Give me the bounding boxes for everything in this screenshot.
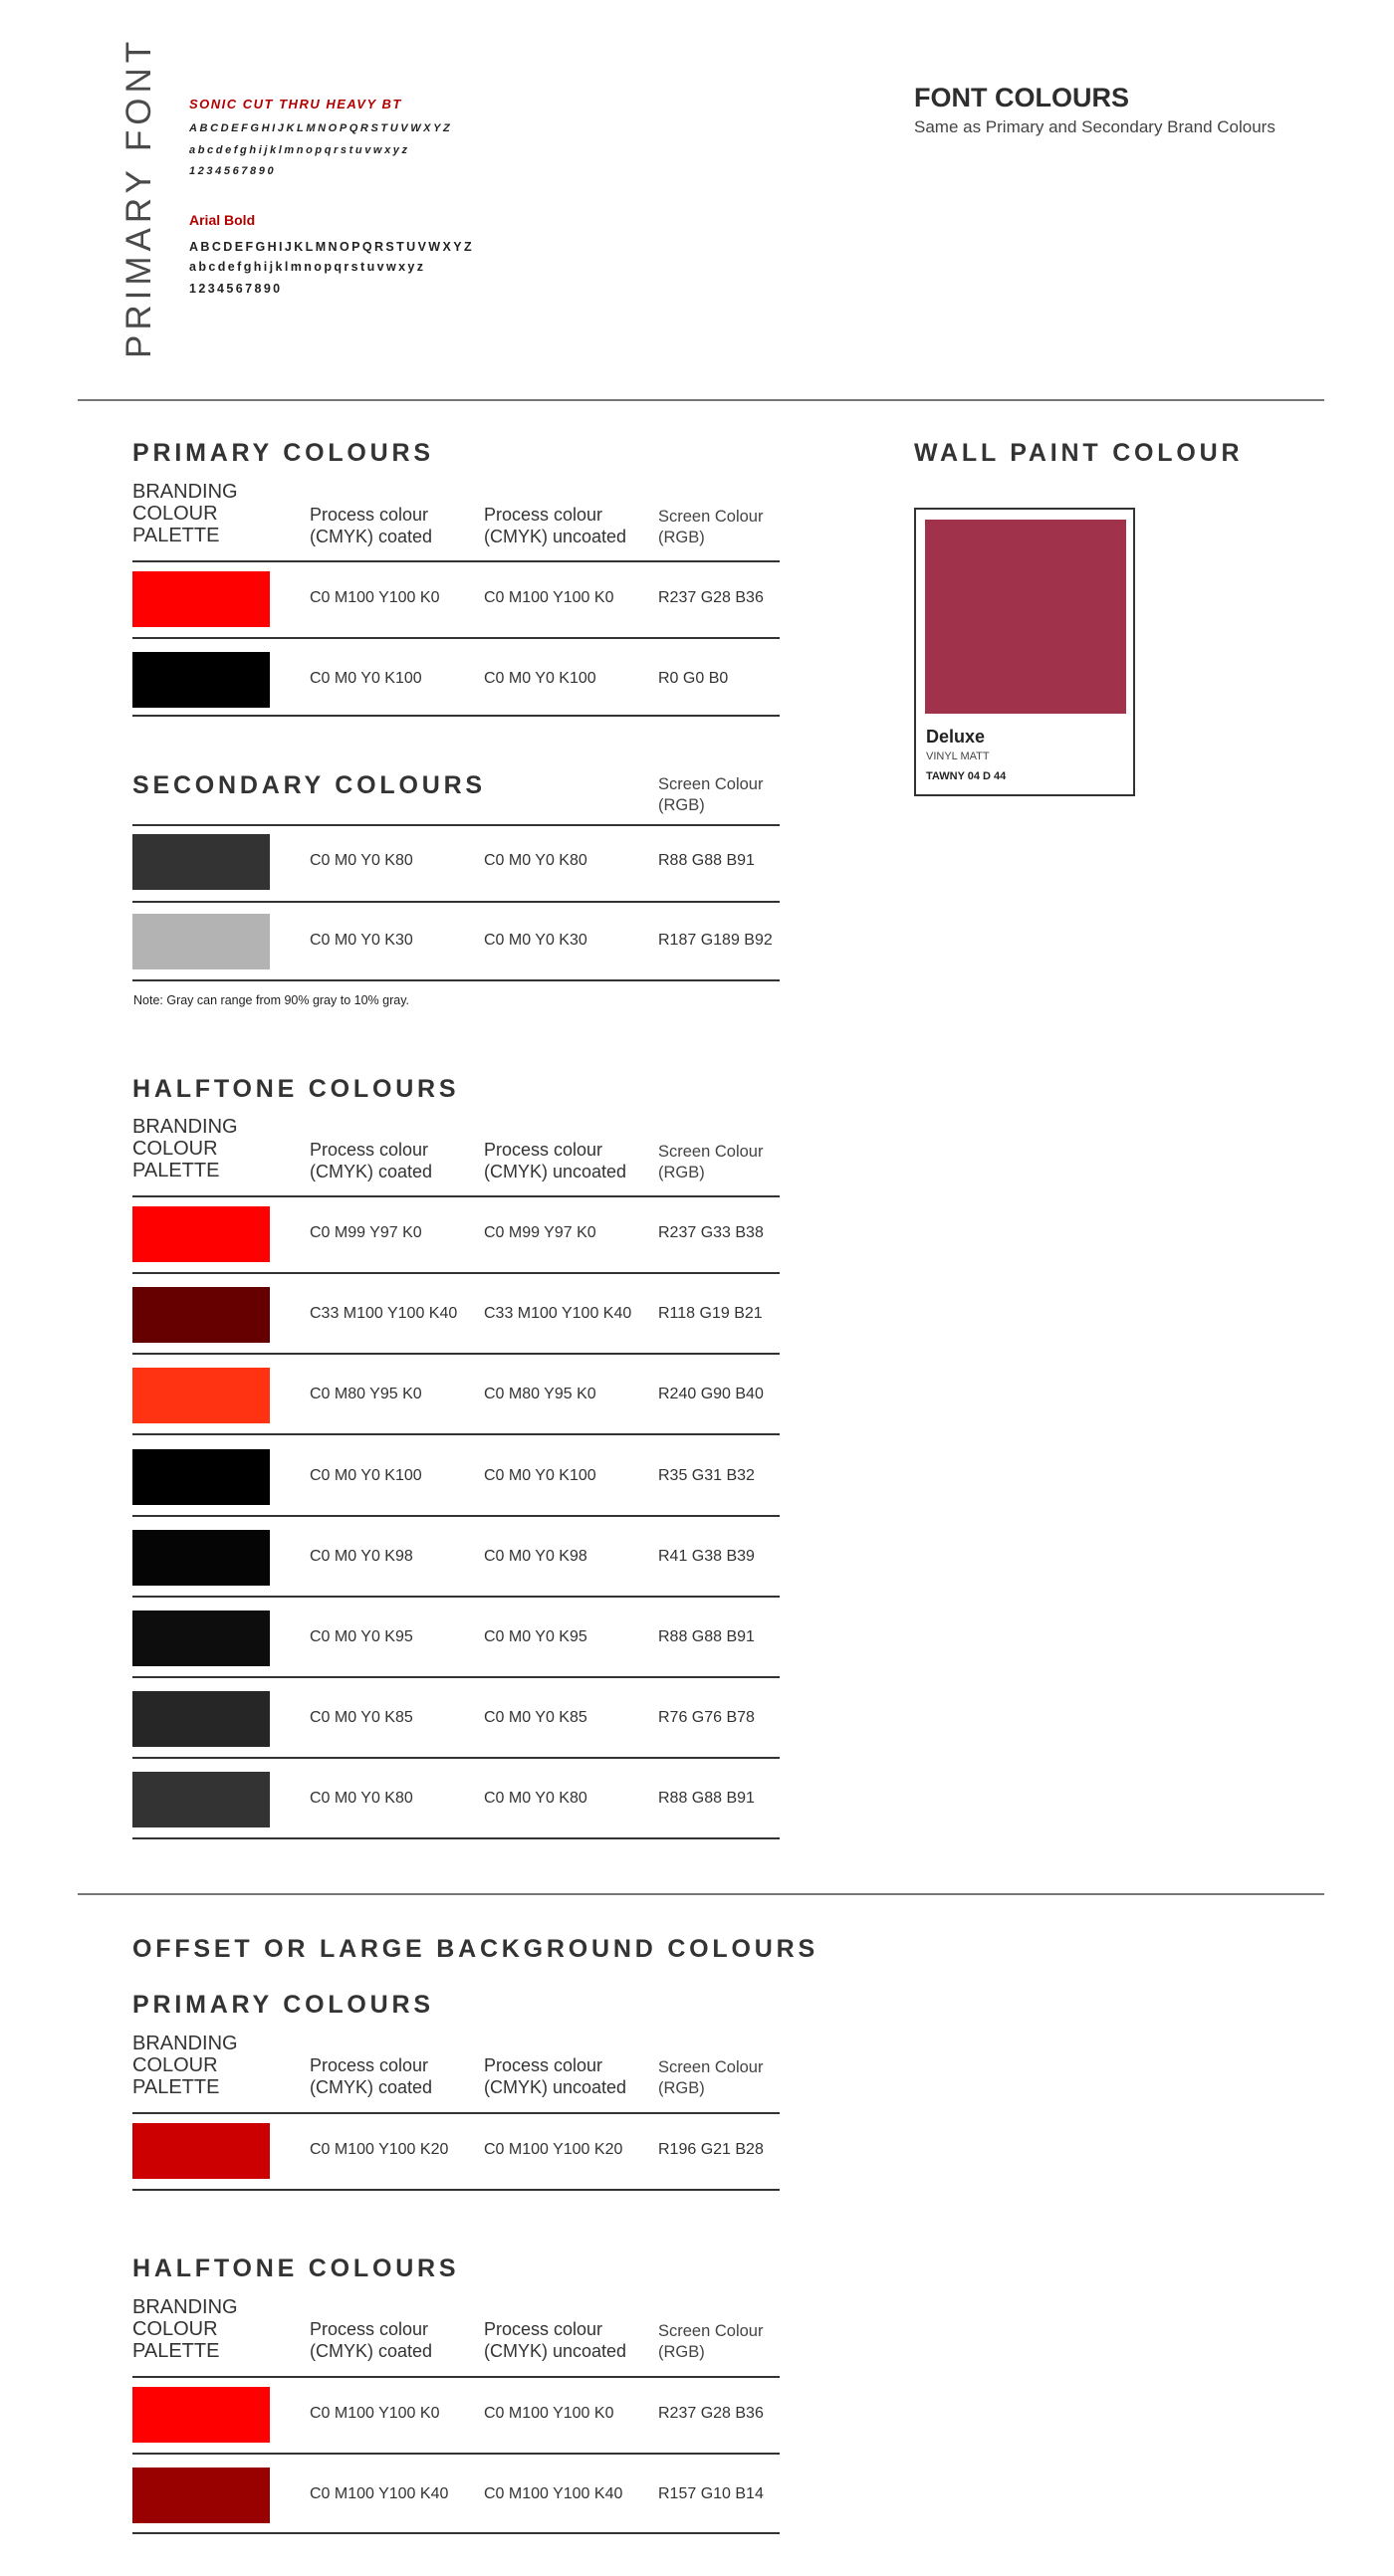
- paint-sample-card: [914, 508, 1135, 796]
- paint-swatch: [925, 520, 1126, 714]
- section-divider: [78, 399, 1324, 401]
- offset-primary-title: PRIMARY COLOURS: [132, 1991, 434, 2019]
- uncoated-header: Process colour (CMYK) uncoated: [484, 1140, 627, 1181]
- section-divider: [78, 1893, 1324, 1895]
- table-rule: [132, 1596, 780, 1598]
- cmyk-uncoated: C0 M0 Y0 K95: [484, 1628, 587, 1645]
- table-rule: [132, 637, 780, 639]
- table-rule: [132, 979, 780, 981]
- cmyk-coated: C0 M0 Y0 K80: [310, 1790, 413, 1807]
- coated-header: Process colour (CMYK) coated: [310, 2055, 433, 2097]
- table-rule: [132, 2376, 780, 2378]
- font-sample-line: ABCDEFGHIJKLMNOPQRSTUVWXYZ: [189, 240, 475, 254]
- cmyk-coated: C33 M100 Y100 K40: [310, 1305, 458, 1322]
- primary-font-title: PRIMARY FONT: [119, 36, 158, 358]
- cmyk-uncoated: C0 M0 Y0 K80: [484, 1790, 587, 1807]
- cmyk-coated: C0 M100 Y100 K0: [310, 589, 440, 606]
- table-rule: [132, 2532, 780, 2534]
- rgb-value: R237 G33 B38: [658, 1224, 764, 1241]
- gray-range-note: Note: Gray can range from 90% gray to 10% gray.: [133, 993, 409, 1007]
- uncoated-header: Process colour (CMYK) uncoated: [484, 2055, 627, 2097]
- colour-swatch: [132, 1772, 270, 1827]
- screen-header: Screen Colour (RGB): [658, 2322, 764, 2361]
- colour-swatch: [132, 652, 270, 708]
- cmyk-coated: C0 M0 Y0 K95: [310, 1628, 413, 1645]
- font-sample-line: 1234567890: [189, 282, 283, 296]
- rgb-value: R157 G10 B14: [658, 2485, 764, 2502]
- font-colours-title: FONT COLOURS: [914, 83, 1129, 112]
- table-rule: [132, 1353, 780, 1355]
- cmyk-uncoated: C0 M100 Y100 K40: [484, 2485, 623, 2502]
- cmyk-coated: C0 M99 Y97 K0: [310, 1224, 422, 1241]
- table-rule: [132, 1676, 780, 1678]
- font-sample-name: SONIC CUT THRU HEAVY BT: [189, 97, 402, 111]
- font-sample-name: Arial Bold: [189, 212, 256, 228]
- uncoated-header: Process colour (CMYK) uncoated: [484, 2319, 627, 2361]
- halftone-colours-title: HALFTONE COLOURS: [132, 1075, 460, 1103]
- screen-header: Screen Colour (RGB): [658, 1143, 764, 1181]
- rgb-value: R240 G90 B40: [658, 1386, 764, 1402]
- font-sample-line: ABCDEFGHIJKLMNOPQRSTUVWXYZ: [189, 122, 453, 134]
- colour-swatch: [132, 1610, 270, 1666]
- table-rule: [132, 1433, 780, 1435]
- cmyk-uncoated: C0 M99 Y97 K0: [484, 1224, 596, 1241]
- colour-swatch: [132, 1368, 270, 1423]
- table-rule: [132, 824, 780, 826]
- font-sample-line: abcdefghijklmnopqrstuvwxyz: [189, 260, 426, 274]
- uncoated-header: Process colour (CMYK) uncoated: [484, 505, 627, 546]
- table-rule: [132, 1837, 780, 1839]
- rgb-value: R237 G28 B36: [658, 589, 764, 606]
- palette-header: BRANDING COLOUR PALETTE: [132, 2033, 238, 2098]
- colour-swatch: [132, 1691, 270, 1747]
- rgb-value: R35 G31 B32: [658, 1467, 755, 1484]
- rgb-value: R88 G88 B91: [658, 1628, 755, 1645]
- colour-swatch: [132, 1287, 270, 1343]
- colour-swatch: [132, 834, 270, 890]
- cmyk-uncoated: C0 M0 Y0 K30: [484, 932, 587, 949]
- wall-paint-title: WALL PAINT COLOUR: [914, 439, 1244, 467]
- cmyk-coated: C0 M100 Y100 K0: [310, 2405, 440, 2422]
- cmyk-coated: C0 M0 Y0 K30: [310, 932, 413, 949]
- cmyk-uncoated: C0 M0 Y0 K85: [484, 1709, 587, 1726]
- rgb-value: R196 G21 B28: [658, 2141, 764, 2158]
- cmyk-coated: C0 M0 Y0 K85: [310, 1709, 413, 1726]
- cmyk-coated: C0 M0 Y0 K98: [310, 1548, 413, 1565]
- cmyk-uncoated: C0 M0 Y0 K98: [484, 1548, 587, 1565]
- colour-swatch: [132, 2123, 270, 2179]
- rgb-value: R76 G76 B78: [658, 1709, 755, 1726]
- coated-header: Process colour (CMYK) coated: [310, 1140, 433, 1181]
- cmyk-uncoated: C0 M100 Y100 K0: [484, 589, 614, 606]
- colour-swatch: [132, 2468, 270, 2523]
- palette-header: BRANDING COLOUR PALETTE: [132, 1116, 238, 1181]
- colour-swatch: [132, 1449, 270, 1505]
- cmyk-uncoated: C0 M0 Y0 K100: [484, 1467, 596, 1484]
- screen-header: Screen Colour (RGB): [658, 2058, 764, 2097]
- cmyk-coated: C0 M80 Y95 K0: [310, 1386, 422, 1402]
- offset-title: OFFSET OR LARGE BACKGROUND COLOURS: [132, 1935, 818, 1963]
- cmyk-uncoated: C33 M100 Y100 K40: [484, 1305, 632, 1322]
- offset-halftone-title: HALFTONE COLOURS: [132, 2254, 460, 2282]
- secondary-colours-title: SECONDARY COLOURS: [132, 771, 486, 799]
- palette-header: BRANDING COLOUR PALETTE: [132, 2296, 238, 2362]
- colour-swatch: [132, 571, 270, 627]
- coated-header: Process colour (CMYK) coated: [310, 505, 433, 546]
- colour-swatch: [132, 2387, 270, 2443]
- table-rule: [132, 901, 780, 903]
- cmyk-coated: C0 M0 Y0 K100: [310, 1467, 422, 1484]
- font-sample-line: abcdefghijklmnopqrstuvwxyz: [189, 144, 410, 156]
- table-rule: [132, 2189, 780, 2191]
- font-sample-line: 1234567890: [189, 165, 277, 177]
- coated-header: Process colour (CMYK) coated: [310, 2319, 433, 2361]
- font-colours-subtitle: Same as Primary and Secondary Brand Colours: [914, 117, 1276, 136]
- cmyk-uncoated: C0 M100 Y100 K20: [484, 2141, 623, 2158]
- cmyk-uncoated: C0 M100 Y100 K0: [484, 2405, 614, 2422]
- screen-header: Screen Colour (RGB): [658, 508, 764, 546]
- table-rule: [132, 1515, 780, 1517]
- table-rule: [132, 1195, 780, 1197]
- rgb-value: R41 G38 B39: [658, 1548, 755, 1565]
- cmyk-coated: C0 M100 Y100 K40: [310, 2485, 449, 2502]
- cmyk-coated: C0 M100 Y100 K20: [310, 2141, 449, 2158]
- cmyk-uncoated: C0 M0 Y0 K80: [484, 852, 587, 869]
- table-rule: [132, 1757, 780, 1759]
- cmyk-uncoated: C0 M80 Y95 K0: [484, 1386, 596, 1402]
- palette-header: BRANDING COLOUR PALETTE: [132, 481, 238, 546]
- table-rule: [132, 2112, 780, 2114]
- colour-swatch: [132, 1530, 270, 1586]
- cmyk-uncoated: C0 M0 Y0 K100: [484, 670, 596, 687]
- colour-swatch: [132, 914, 270, 969]
- table-rule: [132, 1272, 780, 1274]
- colour-swatch: [132, 1206, 270, 1262]
- rgb-value: R118 G19 B21: [658, 1305, 763, 1322]
- paint-brand: Deluxe: [926, 727, 986, 747]
- cmyk-coated: C0 M0 Y0 K100: [310, 670, 422, 687]
- rgb-value: R88 G88 B91: [658, 1790, 755, 1807]
- paint-code: TAWNY 04 D 44: [926, 770, 1007, 782]
- rgb-value: R187 G189 B92: [658, 932, 773, 949]
- rgb-value: R88 G88 B91: [658, 852, 755, 869]
- table-rule: [132, 715, 780, 717]
- table-rule: [132, 2453, 780, 2455]
- primary-colours-title: PRIMARY COLOURS: [132, 439, 434, 467]
- cmyk-coated: C0 M0 Y0 K80: [310, 852, 413, 869]
- paint-finish: VINYL MATT: [926, 751, 990, 762]
- rgb-value: R0 G0 B0: [658, 670, 729, 687]
- screen-header: Screen Colour (RGB): [658, 775, 764, 814]
- rgb-value: R237 G28 B36: [658, 2405, 764, 2422]
- table-rule: [132, 560, 780, 562]
